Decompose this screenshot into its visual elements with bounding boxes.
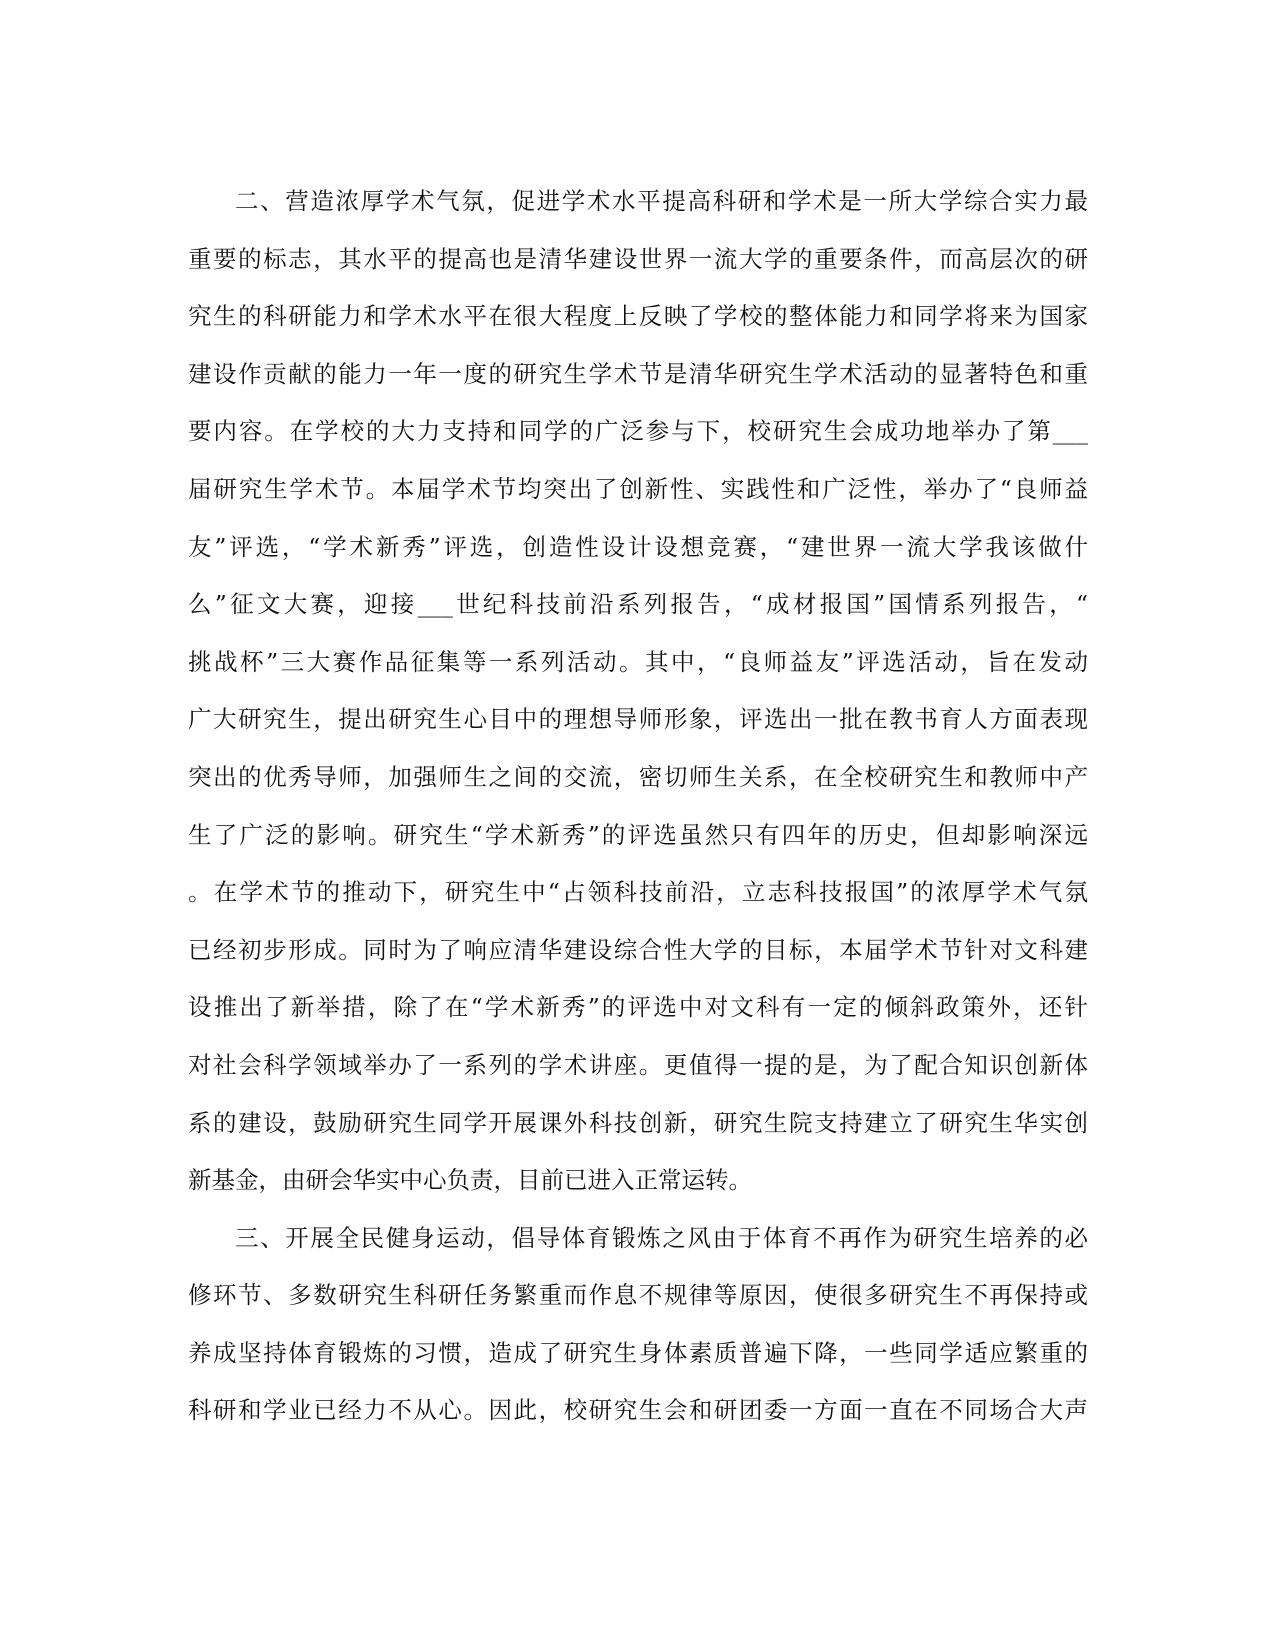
paragraph-line: 对社会科学领域举办了一系列的学术讲座。更值得一提的是，为了配合知识创新体 (188, 1050, 1088, 1079)
paragraph-line: 。在学术节的推动下，研究生中“占领科技前沿，立志科技报国”的浓厚学术气氛 (188, 878, 1088, 907)
paragraph-line: 系的建设，鼓励研究生同学开展课外科技创新，研究生院支持建立了研究生华实创 (188, 1108, 1088, 1137)
paragraph-line: 突出的优秀导师，加强师生之间的交流，密切师生关系，在全校研究生和教师中产 (188, 762, 1088, 791)
paragraph-line: 要内容。在学校的大力支持和同学的广泛参与下，校研究生会成功地举办了第___ (188, 417, 1088, 446)
paragraph-line: 三、开展全民健身运动，倡导体育锻炼之风由于体育不再作为研究生培养的必 (235, 1223, 1088, 1252)
paragraph-line: 修环节、多数研究生科研任务繁重而作息不规律等原因，使很多研究生不再保持或 (188, 1281, 1088, 1310)
paragraph-line: 二、营造浓厚学术气氛，促进学术水平提高科研和学术是一所大学综合实力最 (235, 187, 1088, 215)
paragraph-line: 友”评选，“学术新秀”评选，创造性设计设想竞赛，“建世界一流大学我该做什 (188, 532, 1088, 561)
paragraph-fitness-campaign (188, 1210, 1088, 1440)
paragraph-line: 重要的标志，其水平的提高也是清华建设世界一流大学的重要条件，而高层次的研 (188, 244, 1088, 273)
paragraph-academic-atmosphere (188, 173, 1088, 1210)
paragraph-line: 广大研究生，提出研究生心目中的理想导师形象，评选出一批在教书育人方面表现 (188, 705, 1088, 734)
document-body (188, 173, 1088, 1440)
paragraph-line: 新基金，由研会华实中心负责，目前已进入正常运转。 (188, 1166, 752, 1195)
paragraph-line: 养成坚持体育锻炼的习惯，造成了研究生身体素质普遍下降，一些同学适应繁重的 (188, 1338, 1088, 1367)
paragraph-line: 究生的科研能力和学术水平在很大程度上反映了学校的整体能力和同学将来为国家 (188, 302, 1088, 331)
paragraph-line: 么”征文大赛，迎接___世纪科技前沿系列报告，“成材报国”国情系列报告，“ (188, 590, 1088, 619)
paragraph-line: 挑战杯”三大赛作品征集等一系列活动。其中，“良师益友”评选活动，旨在发动 (188, 647, 1088, 676)
paragraph-line: 生了广泛的影响。研究生“学术新秀”的评选虽然只有四年的历史，但却影响深远 (188, 820, 1088, 849)
paragraph-line: 设推出了新举措，除了在“学术新秀”的评选中对文科有一定的倾斜政策外，还针 (188, 993, 1088, 1022)
paragraph-line: 届研究生学术节。本届学术节均突出了创新性、实践性和广泛性，举办了“良师益 (188, 474, 1088, 503)
paragraph-line: 建设作贡献的能力一年一度的研究生学术节是清华研究生学术活动的显著特色和重 (188, 359, 1088, 388)
paragraph-line: 已经初步形成。同时为了响应清华建设综合性大学的目标，本届学术节针对文科建 (188, 935, 1088, 964)
paragraph-line: 科研和学业已经力不从心。因此，校研究生会和研团委一方面一直在不同场合大声 (188, 1396, 1088, 1425)
